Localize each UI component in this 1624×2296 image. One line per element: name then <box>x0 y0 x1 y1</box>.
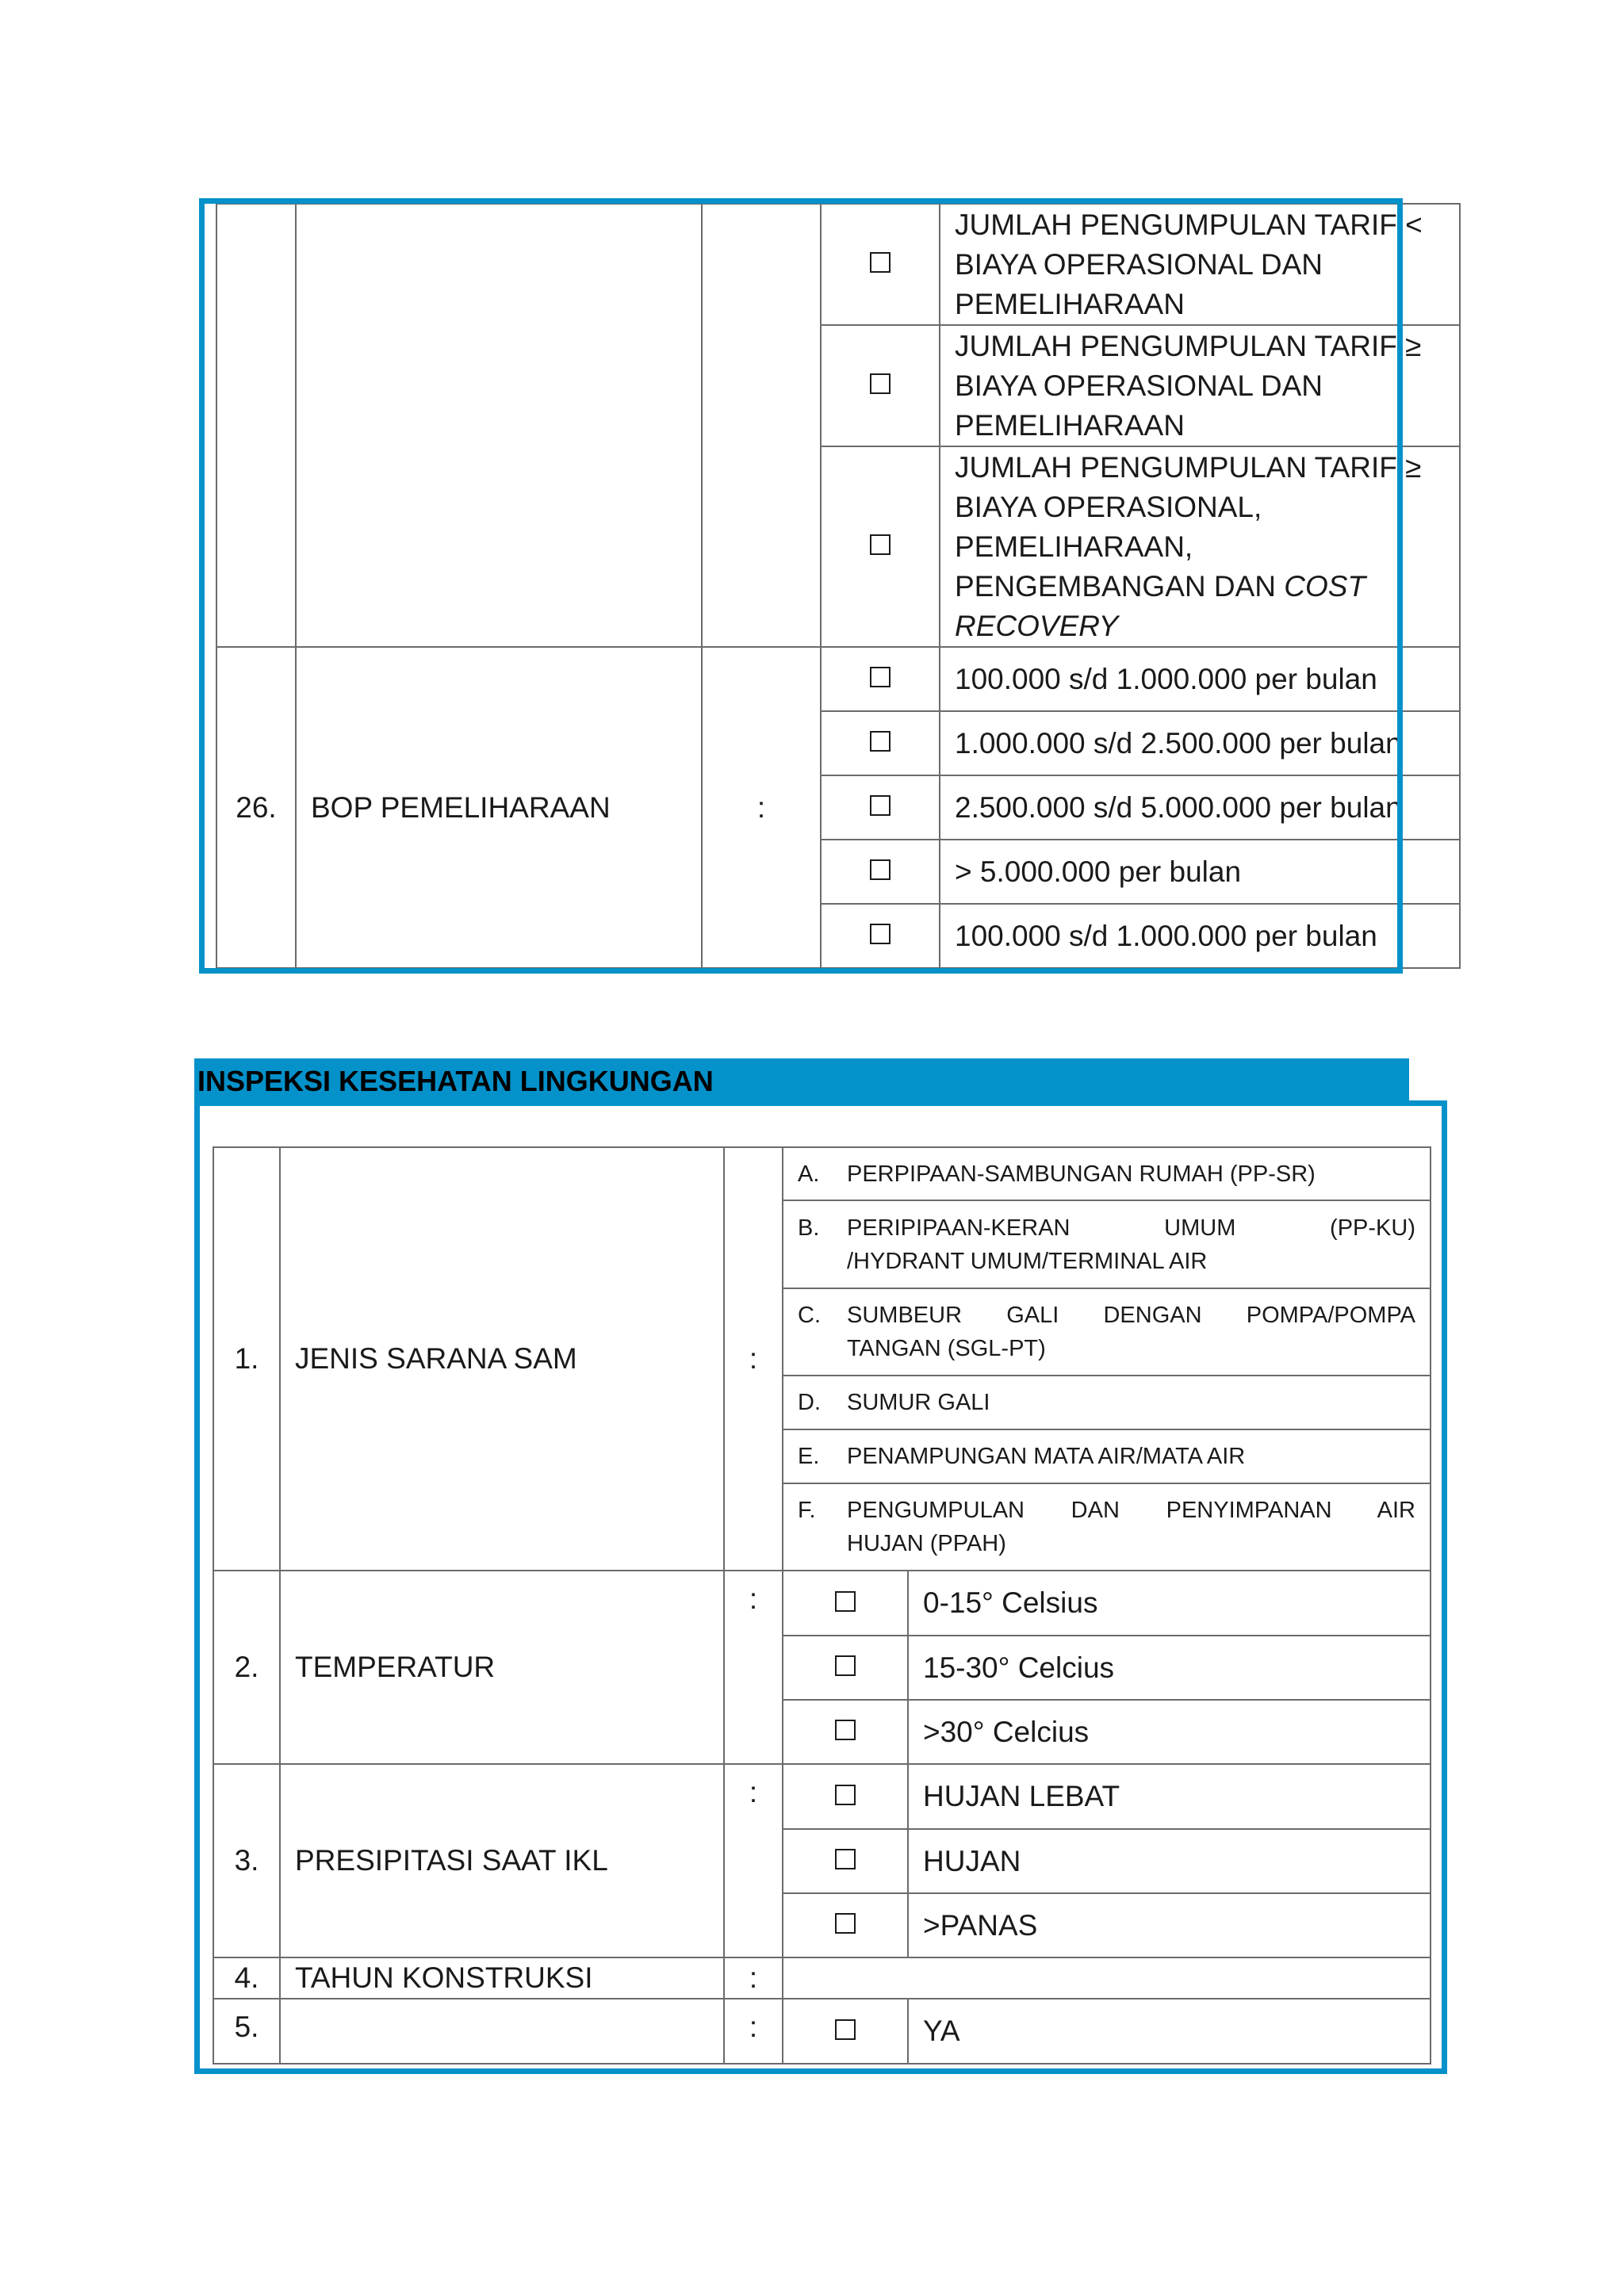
inspection-table <box>213 1146 1431 2064</box>
checkbox[interactable] <box>835 1591 856 1612</box>
checkbox[interactable] <box>870 795 891 816</box>
row-5-option-1-checkbox-cell[interactable] <box>783 1999 908 2064</box>
row-1-label: JENIS SARANA SAM <box>280 1147 724 1571</box>
checkbox[interactable] <box>870 534 891 555</box>
bop-option-5: 100.000 s/d 1.000.000 per bulan <box>940 904 1460 968</box>
checkbox[interactable] <box>835 2019 856 2040</box>
row-26-colon: : <box>702 647 821 968</box>
row-3-number: 3. <box>213 1764 280 1957</box>
checkbox[interactable] <box>870 252 891 273</box>
bop-option-2: 1.000.000 s/d 2.500.000 per bulan <box>940 711 1460 775</box>
checkbox[interactable] <box>835 1913 856 1934</box>
row-number-cell <box>216 204 296 647</box>
temp-option-1-checkbox-cell[interactable] <box>783 1571 908 1636</box>
temp-option-1: 0-15° Celsius <box>908 1571 1431 1636</box>
row-1-colon: : <box>724 1147 783 1571</box>
row-5-label <box>280 1999 724 2064</box>
tariff-option-2: JUMLAH PENGUMPULAN TARIF ≥ BIAYA OPERASIONAL DAN PEMELIHARAAN <box>940 325 1460 446</box>
checkbox[interactable] <box>870 667 891 687</box>
row-colon-cell <box>702 204 821 647</box>
temp-option-2: 15-30° Celcius <box>908 1636 1431 1700</box>
bop-option-4: > 5.000.000 per bulan <box>940 840 1460 904</box>
row-3-label: PRESIPITASI SAAT IKL <box>280 1764 724 1957</box>
tariff-option-3-checkbox-cell[interactable] <box>821 446 940 647</box>
bop-option-1-checkbox-cell[interactable] <box>821 647 940 711</box>
section-title: INSPEKSI KESEHATAN LINGKUNGAN <box>194 1058 1409 1104</box>
tariff-option-2-checkbox-cell[interactable] <box>821 325 940 446</box>
sarana-option-a: A. PERPIPAAN-SAMBUNGAN RUMAH (PP-SR) <box>783 1147 1431 1200</box>
sarana-option-b: B. PERIPIPAAN-KERAN UMUM (PP-KU) /HYDRANT UMUM/TERMINAL AIR <box>783 1200 1431 1288</box>
precip-option-1-checkbox-cell[interactable] <box>783 1764 908 1829</box>
sarana-option-e: E. PENAMPUNGAN MATA AIR/MATA AIR <box>783 1429 1431 1483</box>
row-26-label: BOP PEMELIHARAAN <box>296 647 702 968</box>
bop-option-3-checkbox-cell[interactable] <box>821 775 940 840</box>
tariff-option-1-checkbox-cell[interactable] <box>821 204 940 325</box>
precip-option-2-checkbox-cell[interactable] <box>783 1829 908 1893</box>
checkbox[interactable] <box>870 373 891 394</box>
checkbox[interactable] <box>835 1849 856 1869</box>
row-5-number: 5. <box>213 1999 280 2064</box>
row-3-colon: : <box>724 1764 783 1957</box>
sarana-option-d: D. SUMUR GALI <box>783 1376 1431 1429</box>
checkbox[interactable] <box>870 859 891 880</box>
tariff-option-1: JUMLAH PENGUMPULAN TARIF < BIAYA OPERASIONAL DAN PEMELIHARAAN <box>940 204 1460 325</box>
sarana-option-c: C. SUMBEUR GALI DENGAN POMPA/POMPA TANGAN (SGL-PT) <box>783 1288 1431 1376</box>
checkbox[interactable] <box>835 1655 856 1676</box>
row-26-number: 26. <box>216 647 296 968</box>
checkbox[interactable] <box>835 1785 856 1805</box>
checkbox[interactable] <box>870 924 891 944</box>
row-2-number: 2. <box>213 1571 280 1764</box>
bop-option-4-checkbox-cell[interactable] <box>821 840 940 904</box>
row-5-colon: : <box>724 1999 783 2064</box>
temp-option-2-checkbox-cell[interactable] <box>783 1636 908 1700</box>
bop-option-2-checkbox-cell[interactable] <box>821 711 940 775</box>
sarana-option-f: F. PENGUMPULAN DAN PENYIMPANAN AIR HUJAN (PPAH) <box>783 1483 1431 1571</box>
row-4-number: 4. <box>213 1957 280 1999</box>
temp-option-3-checkbox-cell[interactable] <box>783 1700 908 1764</box>
row-5-option-1: YA <box>908 1999 1431 2064</box>
checkbox[interactable] <box>870 731 891 752</box>
precip-option-3: >PANAS <box>908 1893 1431 1957</box>
row-1-number: 1. <box>213 1147 280 1571</box>
bop-option-3: 2.500.000 s/d 5.000.000 per bulan <box>940 775 1460 840</box>
temp-option-3: >30° Celcius <box>908 1700 1431 1764</box>
bop-table <box>216 203 1461 969</box>
checkbox[interactable] <box>835 1720 856 1740</box>
tariff-option-3: JUMLAH PENGUMPULAN TARIF ≥ BIAYA OPERASIONAL, PEMELIHARAAN, PENGEMBANGAN DAN COST RECOVERY <box>940 446 1460 647</box>
precip-option-2: HUJAN <box>908 1829 1431 1893</box>
row-4-label: TAHUN KONSTRUKSI <box>280 1957 724 1999</box>
row-2-label: TEMPERATUR <box>280 1571 724 1764</box>
bop-option-5-checkbox-cell[interactable] <box>821 904 940 968</box>
bop-option-1: 100.000 s/d 1.000.000 per bulan <box>940 647 1460 711</box>
precip-option-3-checkbox-cell[interactable] <box>783 1893 908 1957</box>
precip-option-1: HUJAN LEBAT <box>908 1764 1431 1829</box>
row-2-colon: : <box>724 1571 783 1764</box>
row-label-cell <box>296 204 702 647</box>
row-4-colon: : <box>724 1957 783 1999</box>
construction-year-field[interactable] <box>783 1957 1431 1999</box>
